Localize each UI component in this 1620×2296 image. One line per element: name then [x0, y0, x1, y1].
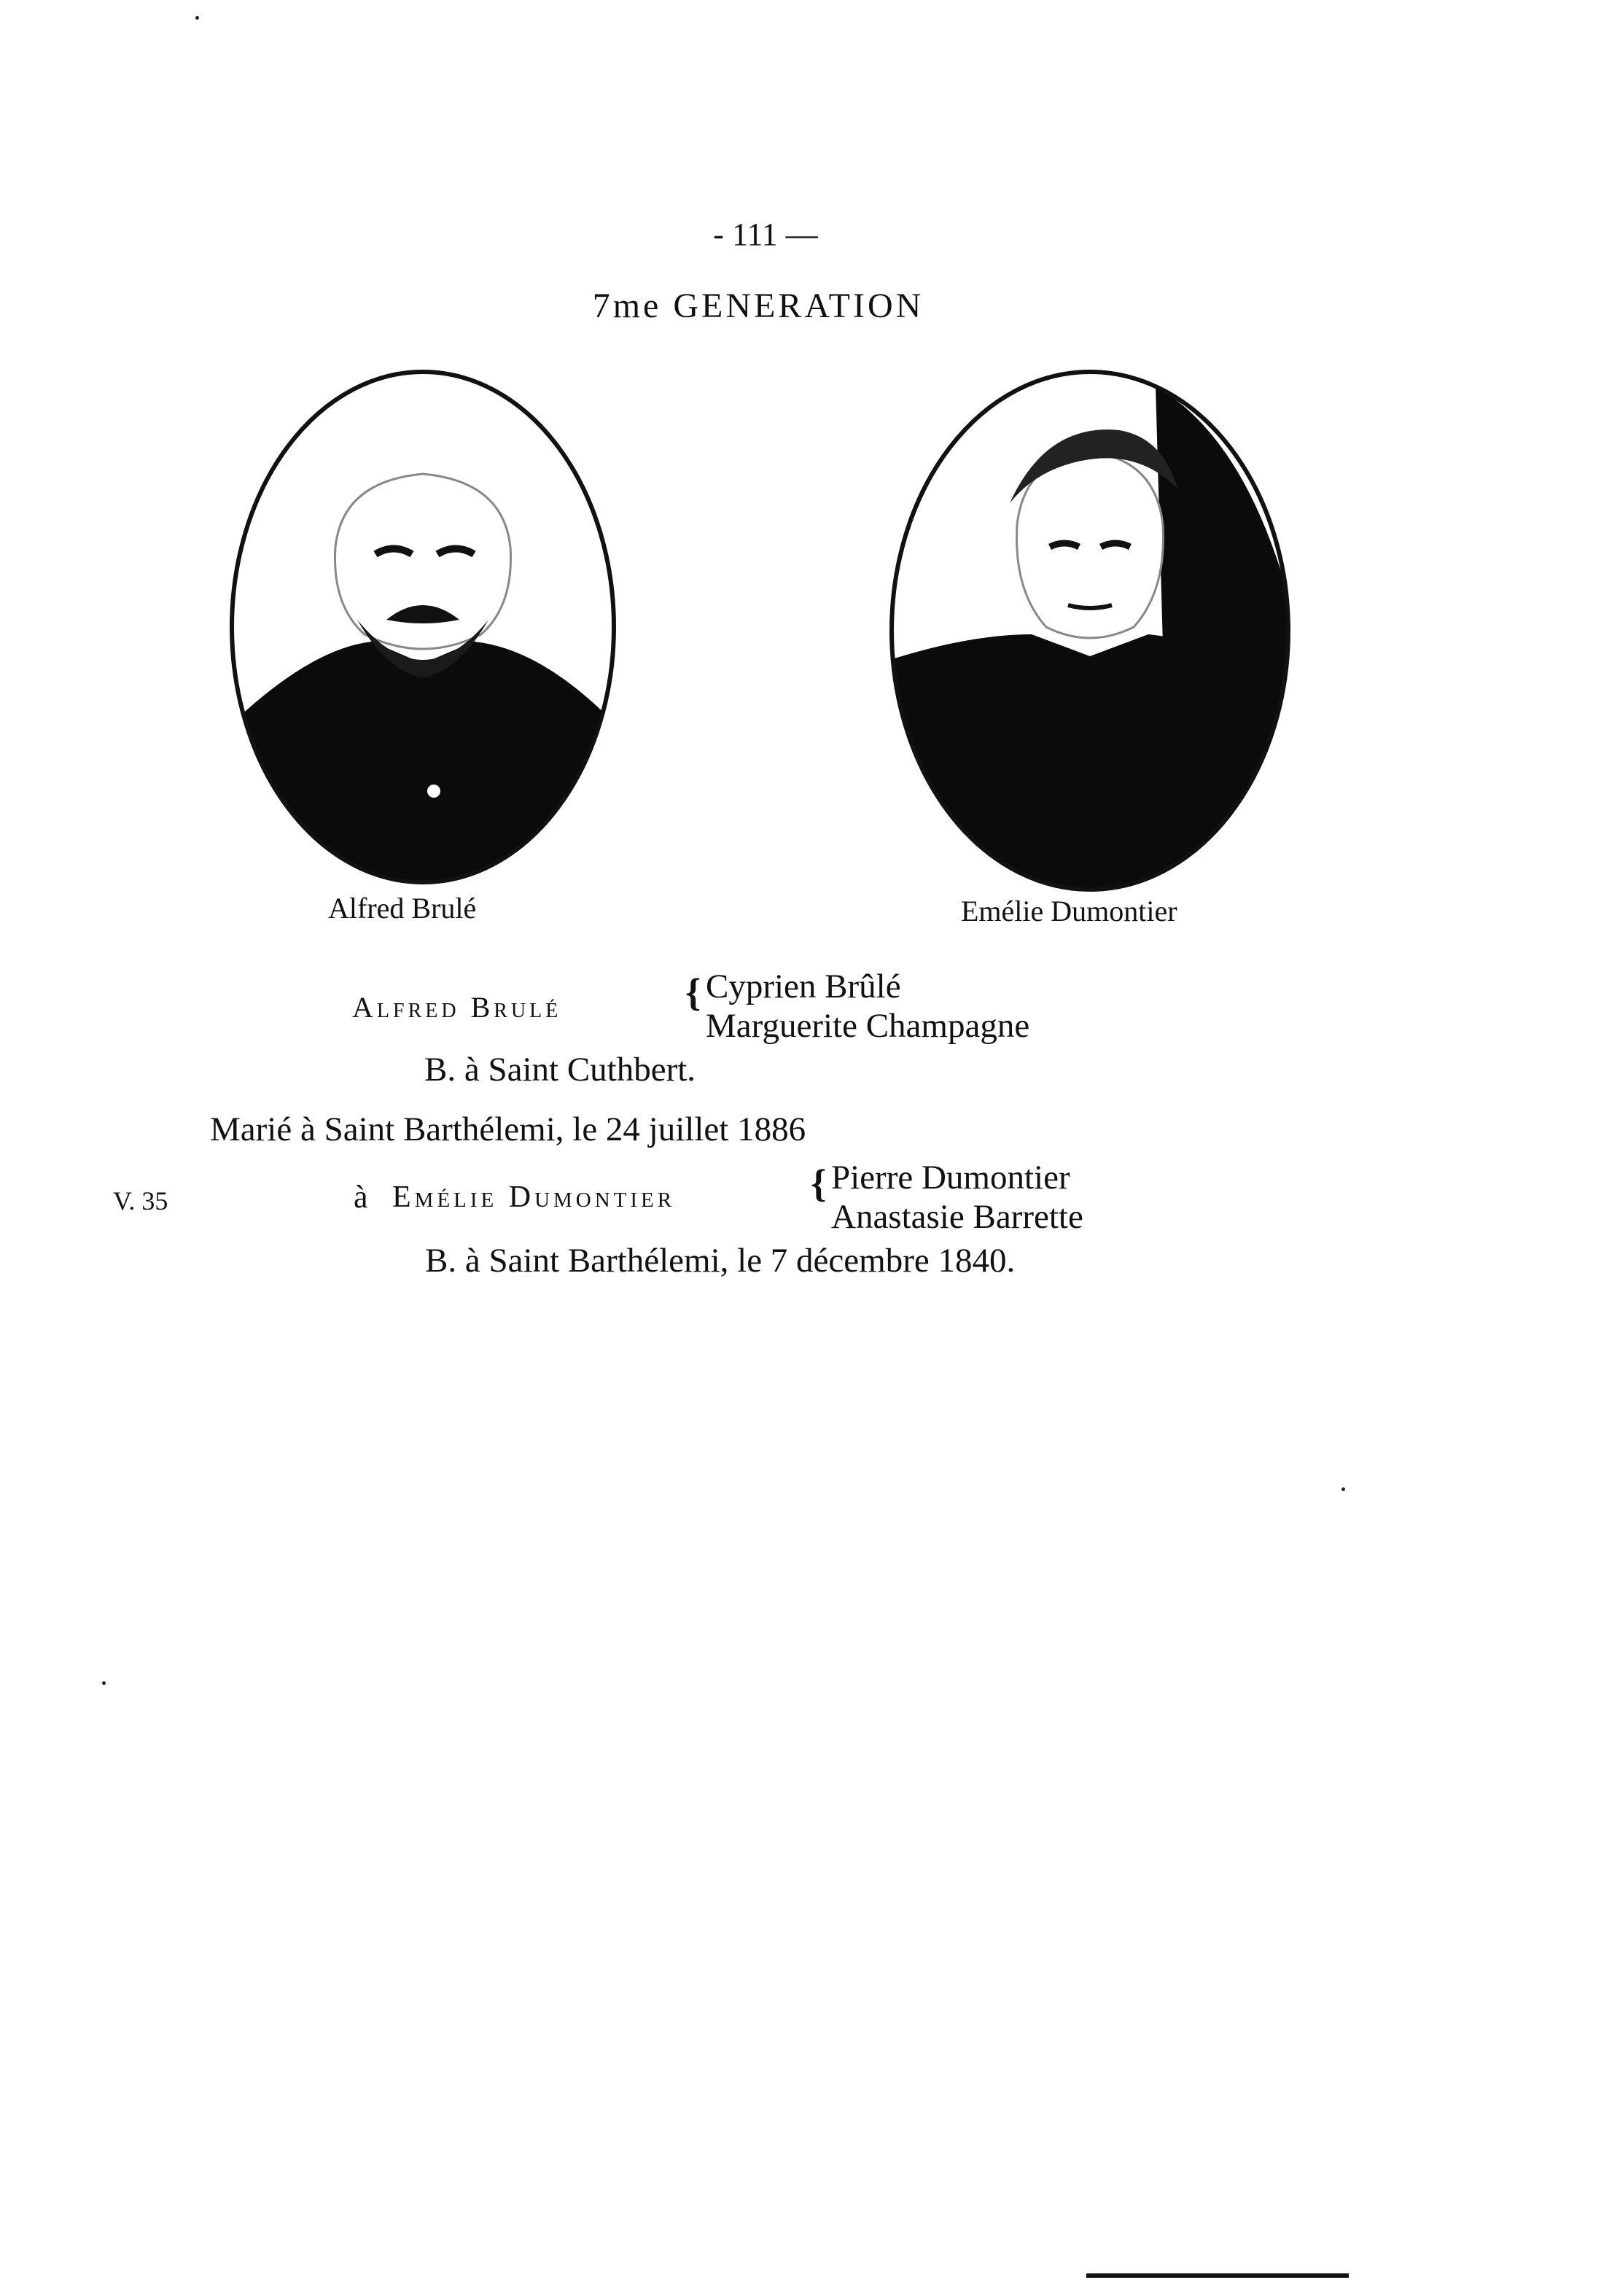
husband-parents-brace: {: [685, 970, 701, 1014]
scan-speck: [1341, 1487, 1345, 1491]
scan-speck: [102, 1681, 106, 1685]
wife-father: Pierre Dumontier: [831, 1159, 1070, 1196]
husband-name: Alfred Brulé: [352, 991, 562, 1024]
wife-name: Emélie Dumontier: [392, 1180, 676, 1214]
scan-edge-rule: [1086, 2273, 1349, 2278]
wife-baptism: B. à Saint Barthélemi, le 7 décembre 1840.: [425, 1242, 1016, 1280]
wife-prefix: à: [354, 1179, 368, 1215]
husband-mother: Marguerite Champagne: [706, 1007, 1030, 1045]
portrait-emelie-dumontier: [879, 357, 1301, 904]
margin-reference: V. 35: [113, 1186, 168, 1215]
wife-parents-brace: {: [811, 1161, 827, 1205]
portrait-alfred-brule: [219, 357, 627, 897]
husband-father: Cyprien Brûlé: [706, 968, 901, 1005]
marriage-record: Marié à Saint Barthélemi, le 24 juillet 1886: [210, 1110, 806, 1148]
scan-speck: [195, 16, 199, 20]
wife-mother: Anastasie Barrette: [831, 1198, 1083, 1236]
generation-heading: 7me GENERATION: [592, 287, 924, 325]
page-number: - 111 —: [713, 217, 818, 252]
caption-left: Alfred Brulé: [328, 892, 477, 925]
caption-right: Emélie Dumontier: [961, 895, 1177, 927]
husband-baptism: B. à Saint Cuthbert.: [424, 1051, 696, 1089]
